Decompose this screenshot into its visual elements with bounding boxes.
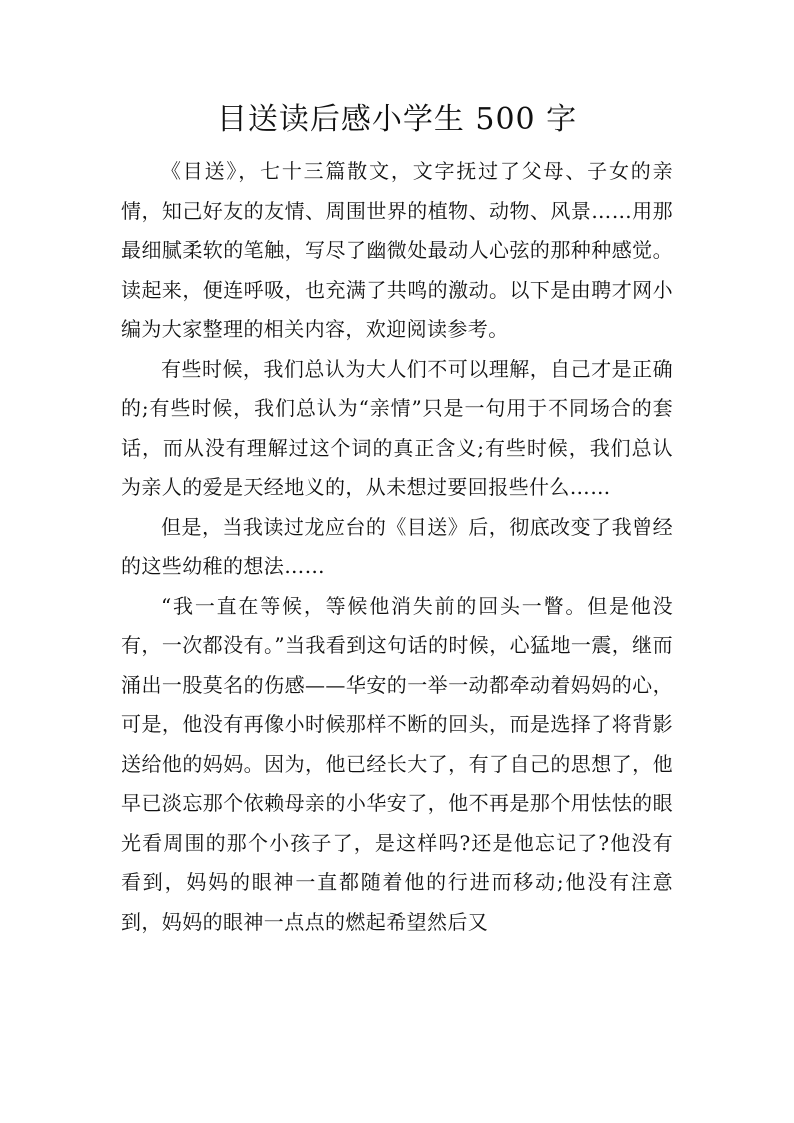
- paragraph-turning-point: 但是，当我读过龙应台的《目送》后，彻底改变了我曾经的这些幼稚的想法……: [121, 514, 673, 578]
- paragraph-intro: 《目送》，七十三篇散文，文字抚过了父母、子女的亲情，知己好友的友情、周围世界的植物、动物、风景……用那最细腻柔软的笔触，写尽了幽微处最动人心弦的那种种感觉。读起来，便连呼吸，也充满了共鸣的激动。以下是由聘才网小编为大家整理的相关内容，欢迎阅读参考。: [121, 159, 673, 341]
- paragraph-reflection: 有些时候，我们总认为大人们不可以理解，自己才是正确的;有些时候，我们总认为“亲情”只是一句用于不同场合的套话，而从没有理解过这个词的真正含义;有些时候，我们总认为亲人的爱是天经地义的，从未想过要回报些什么……: [121, 356, 673, 499]
- document-title: 目送读后感小学生 500 字: [216, 102, 578, 137]
- document-body: [121, 152, 673, 942]
- paragraph-quote: “我一直在等候，等候他消失前的回头一瞥。但是他没有，一次都没有。”当我看到这句话的时候，心猛地一震，继而涌出一股莫名的伤感——华安的一举一动都牵动着妈妈的心，可是，他没有再像小时候那样不断的回头，而是选择了将背影送给他的妈妈。因为，他已经长大了，有了自己的思想了，他早已淡忘那个依赖母亲的小华安了，他不再是那个用怯怯的眼光看周围的那个小孩子了，是这样吗?还是他忘记了?他没有看到，妈妈的眼神一直都随着他的行进而移动;他没有注意到，妈妈的眼神一点点的燃起希望然后又: [121, 593, 673, 934]
